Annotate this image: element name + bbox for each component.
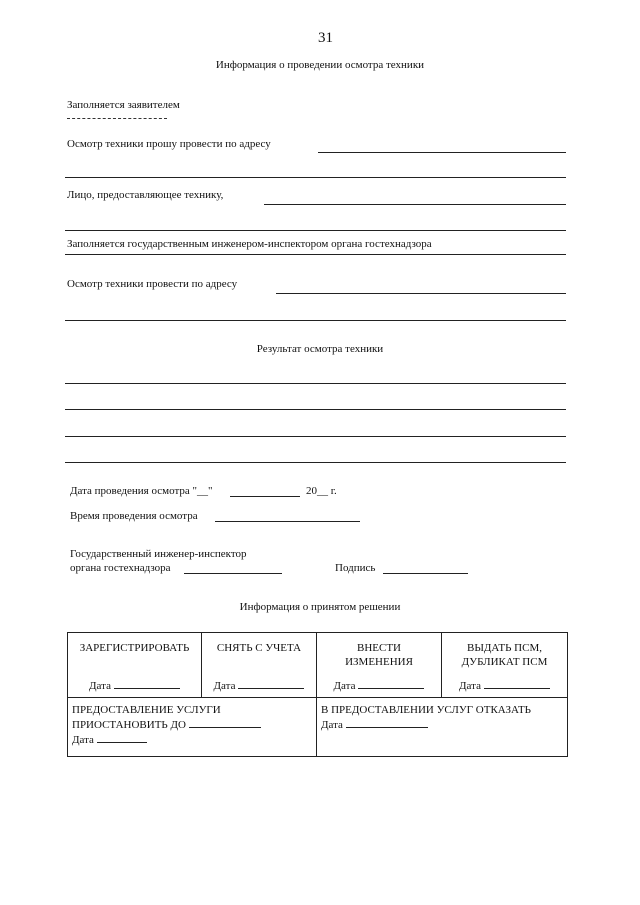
changes-date-label: Дата — [333, 680, 356, 692]
decision-deregister-cell[interactable] — [202, 633, 317, 698]
refuse-date-label: Дата — [321, 719, 343, 731]
inspector-address-label: Осмотр техники провести по адресу — [67, 278, 238, 290]
changes-date-field[interactable] — [358, 678, 424, 689]
register-label: ЗАРЕГИСТРИРОВАТЬ — [79, 642, 190, 654]
inspection-date-label: Дата проведения осмотра "__" — [70, 485, 213, 497]
decision-refuse-cell[interactable] — [317, 698, 568, 757]
inspection-address-label: Осмотр техники прошу провести по адресу — [67, 138, 271, 150]
suspend-text — [72, 704, 261, 747]
inspector-address-field-line2[interactable] — [65, 320, 566, 321]
issue-date-label: Дата — [459, 680, 481, 692]
changes-label-line2: ИЗМЕНЕНИЯ — [345, 656, 413, 668]
inspection-date-field[interactable] — [230, 496, 300, 497]
issue-date — [442, 678, 567, 692]
result-line-3[interactable] — [65, 436, 566, 437]
register-date-label: Дата — [89, 680, 111, 692]
inspector-name-field[interactable] — [184, 573, 282, 574]
deregister-date — [202, 678, 316, 692]
decision-table — [67, 632, 568, 757]
applicant-heading: Заполняется заявителем — [67, 99, 180, 111]
refuse-text — [321, 704, 531, 732]
refuse-label: В ПРЕДОСТАВЛЕНИИ УСЛУГ ОТКАЗАТЬ — [321, 704, 531, 716]
deregister-label: СНЯТЬ С УЧЕТА — [216, 642, 302, 654]
changes-label-line1: ВНЕСТИ — [357, 642, 401, 654]
suspend-until-field[interactable] — [189, 717, 261, 728]
deregister-date-label: Дата — [213, 680, 236, 692]
result-heading: Результат осмотра техники — [256, 343, 384, 355]
suspend-date — [72, 732, 261, 747]
issue-date-field[interactable] — [484, 678, 550, 689]
issue-label — [442, 641, 567, 669]
signature-label: Подпись — [335, 562, 376, 574]
suspend-date-label: Дата — [72, 734, 94, 746]
applicant-heading-underline — [67, 118, 167, 119]
refuse-date — [321, 717, 531, 732]
issue-label-line2: ДУБЛИКАТ ПСМ — [461, 656, 548, 668]
signature-field[interactable] — [383, 573, 468, 574]
inspection-time-field[interactable] — [215, 521, 360, 522]
inspector-heading-underline — [65, 254, 566, 255]
decision-changes-cell[interactable] — [317, 633, 442, 698]
suspend-date-field[interactable] — [97, 732, 147, 743]
provider-field[interactable] — [264, 204, 566, 205]
inspection-time-label: Время проведения осмотра — [70, 510, 198, 522]
inspection-address-field-line2[interactable] — [65, 177, 566, 178]
inspector-address-field[interactable] — [276, 293, 566, 294]
inspector-heading: Заполняется государственным инженером-инспектором органа гостехнадзора — [67, 238, 432, 250]
decision-suspend-cell[interactable] — [68, 698, 317, 757]
register-date — [68, 678, 201, 692]
decision-register-cell[interactable] — [68, 633, 202, 698]
register-date-field[interactable] — [114, 678, 180, 689]
changes-date — [317, 678, 441, 692]
page-number: 31 — [318, 30, 333, 46]
refuse-date-field[interactable] — [346, 717, 428, 728]
provider-label: Лицо, предоставляющее технику, — [67, 189, 224, 201]
deregister-date-field[interactable] — [238, 678, 304, 689]
inspection-year-label: 20__ г. — [306, 485, 337, 497]
result-line-4[interactable] — [65, 462, 566, 463]
provider-field-line2[interactable] — [65, 230, 566, 231]
suspend-label-line2: ПРИОСТАНОВИТЬ ДО — [72, 717, 261, 732]
decision-heading: Информация о принятом решении — [239, 601, 401, 613]
inspector-title-line2: органа гостехнадзора — [70, 562, 171, 574]
page-title: Информация о проведении осмотра техники — [215, 59, 425, 71]
result-line-2[interactable] — [65, 409, 566, 410]
decision-issue-cell[interactable] — [442, 633, 568, 698]
suspend-label-line1: ПРЕДОСТАВЛЕНИЕ УСЛУГИ — [72, 704, 221, 716]
changes-label — [317, 641, 441, 669]
inspector-title-line1: Государственный инженер-инспектор — [70, 548, 247, 560]
inspection-address-field[interactable] — [318, 152, 566, 153]
issue-label-line1: ВЫДАТЬ ПСМ, — [466, 642, 542, 654]
result-line-1[interactable] — [65, 383, 566, 384]
